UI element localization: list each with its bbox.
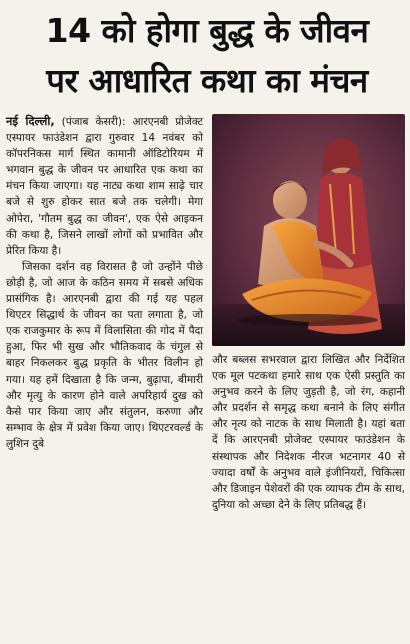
- buddha-performance-image: [212, 114, 405, 346]
- headline-line-1: 14 को होगा बुद्ध के जीवन: [45, 11, 369, 50]
- news-source: (पंजाब केसरी):: [54, 116, 133, 128]
- article-column-right: [212, 352, 405, 513]
- headline-line-2: पर आधारित कथा का मंचन: [46, 61, 368, 100]
- article-photo: [212, 114, 405, 346]
- lead-text: आरएनबी प्रोजेक्ट एस्पायर फाउंडेशन द्वारा गुरुवार 14 नवंबर को कॉपरनिकस मार्ग स्थित कामानी ऑडिटोरियम में भगवान बुद्ध के जीवन पर आधारित एक कथा का मंचन किया जाएगा। यह नाट्य कथा शाम साढ़े चार बजे से शुरु होकर सात बजे तक चलेगी। मेगा ओपेरा, 'गौतम बुद्ध का जीवन', एक ऐसे आइकन की कथा है, जिसने लाखों लोगों को प्रभावित और प्रेरित किया है।: [6, 116, 203, 257]
- body-paragraph-3: और बब्लस सभरवाल द्वारा लिखित और निर्देशित एक मूल पटकथा हमारे साथ एक ऐसी प्रस्तुति का अनुभव करने के लिए जुड़ती है, जो रंग, कहानी और प्रदर्शन से समृद्ध कथा बनाने के लिए संगीत और नृत्य को नाटक के साथ मिलाती है। यहां बता दें कि आरएनबी प्रोजेक्ट एस्पायर फाउंडेशन के संस्थापक और निदेशक नीरज भटनागर 40 से ज्यादा वर्षों के अनुभव वाले इंजीनियरों, चिकित्सा और डिजाइन पेशेवरों की एक व्यापक टीम के साथ, दुनिया को अच्छा देने के लिए प्रतिबद्ध हैं।: [212, 354, 405, 511]
- body-paragraph-2: जिसका दर्शन वह विरासत है जो उन्होंने पीछे छोड़ी है, जो आज के कठिन समय में सबसे अधिक प्रासंगिक है। आरएनबी द्वारा की गई यह पहल थिएटर सिद्धार्थ के जीवन का पता लगाता है, जो एक राजकुमार के रूप में विलासिता की गोद में पैदा हुआ, फिर भी सुख और भौतिकवाद के चंगुल से बाहर निकलकर बुद्ध प्रकृति के भीतर विलीन हो गया। यह हमें दिखाता है कि जन्म, बुढ़ापा, बीमारी और मृत्यु के कारण होने वाले अपरिहार्य दुख को कैसे पार किया जाए और संतुलन, करुणा और सम्भाव के क्षेत्र में प्रवेश किया जाए। थिएटरवर्ल्ड के लुशिन दुबे: [6, 260, 203, 450]
- headline: [10, 6, 404, 106]
- article-column-left: [6, 113, 203, 452]
- lead-paragraph: [6, 113, 203, 259]
- dateline: नई दिल्ली,: [6, 114, 55, 128]
